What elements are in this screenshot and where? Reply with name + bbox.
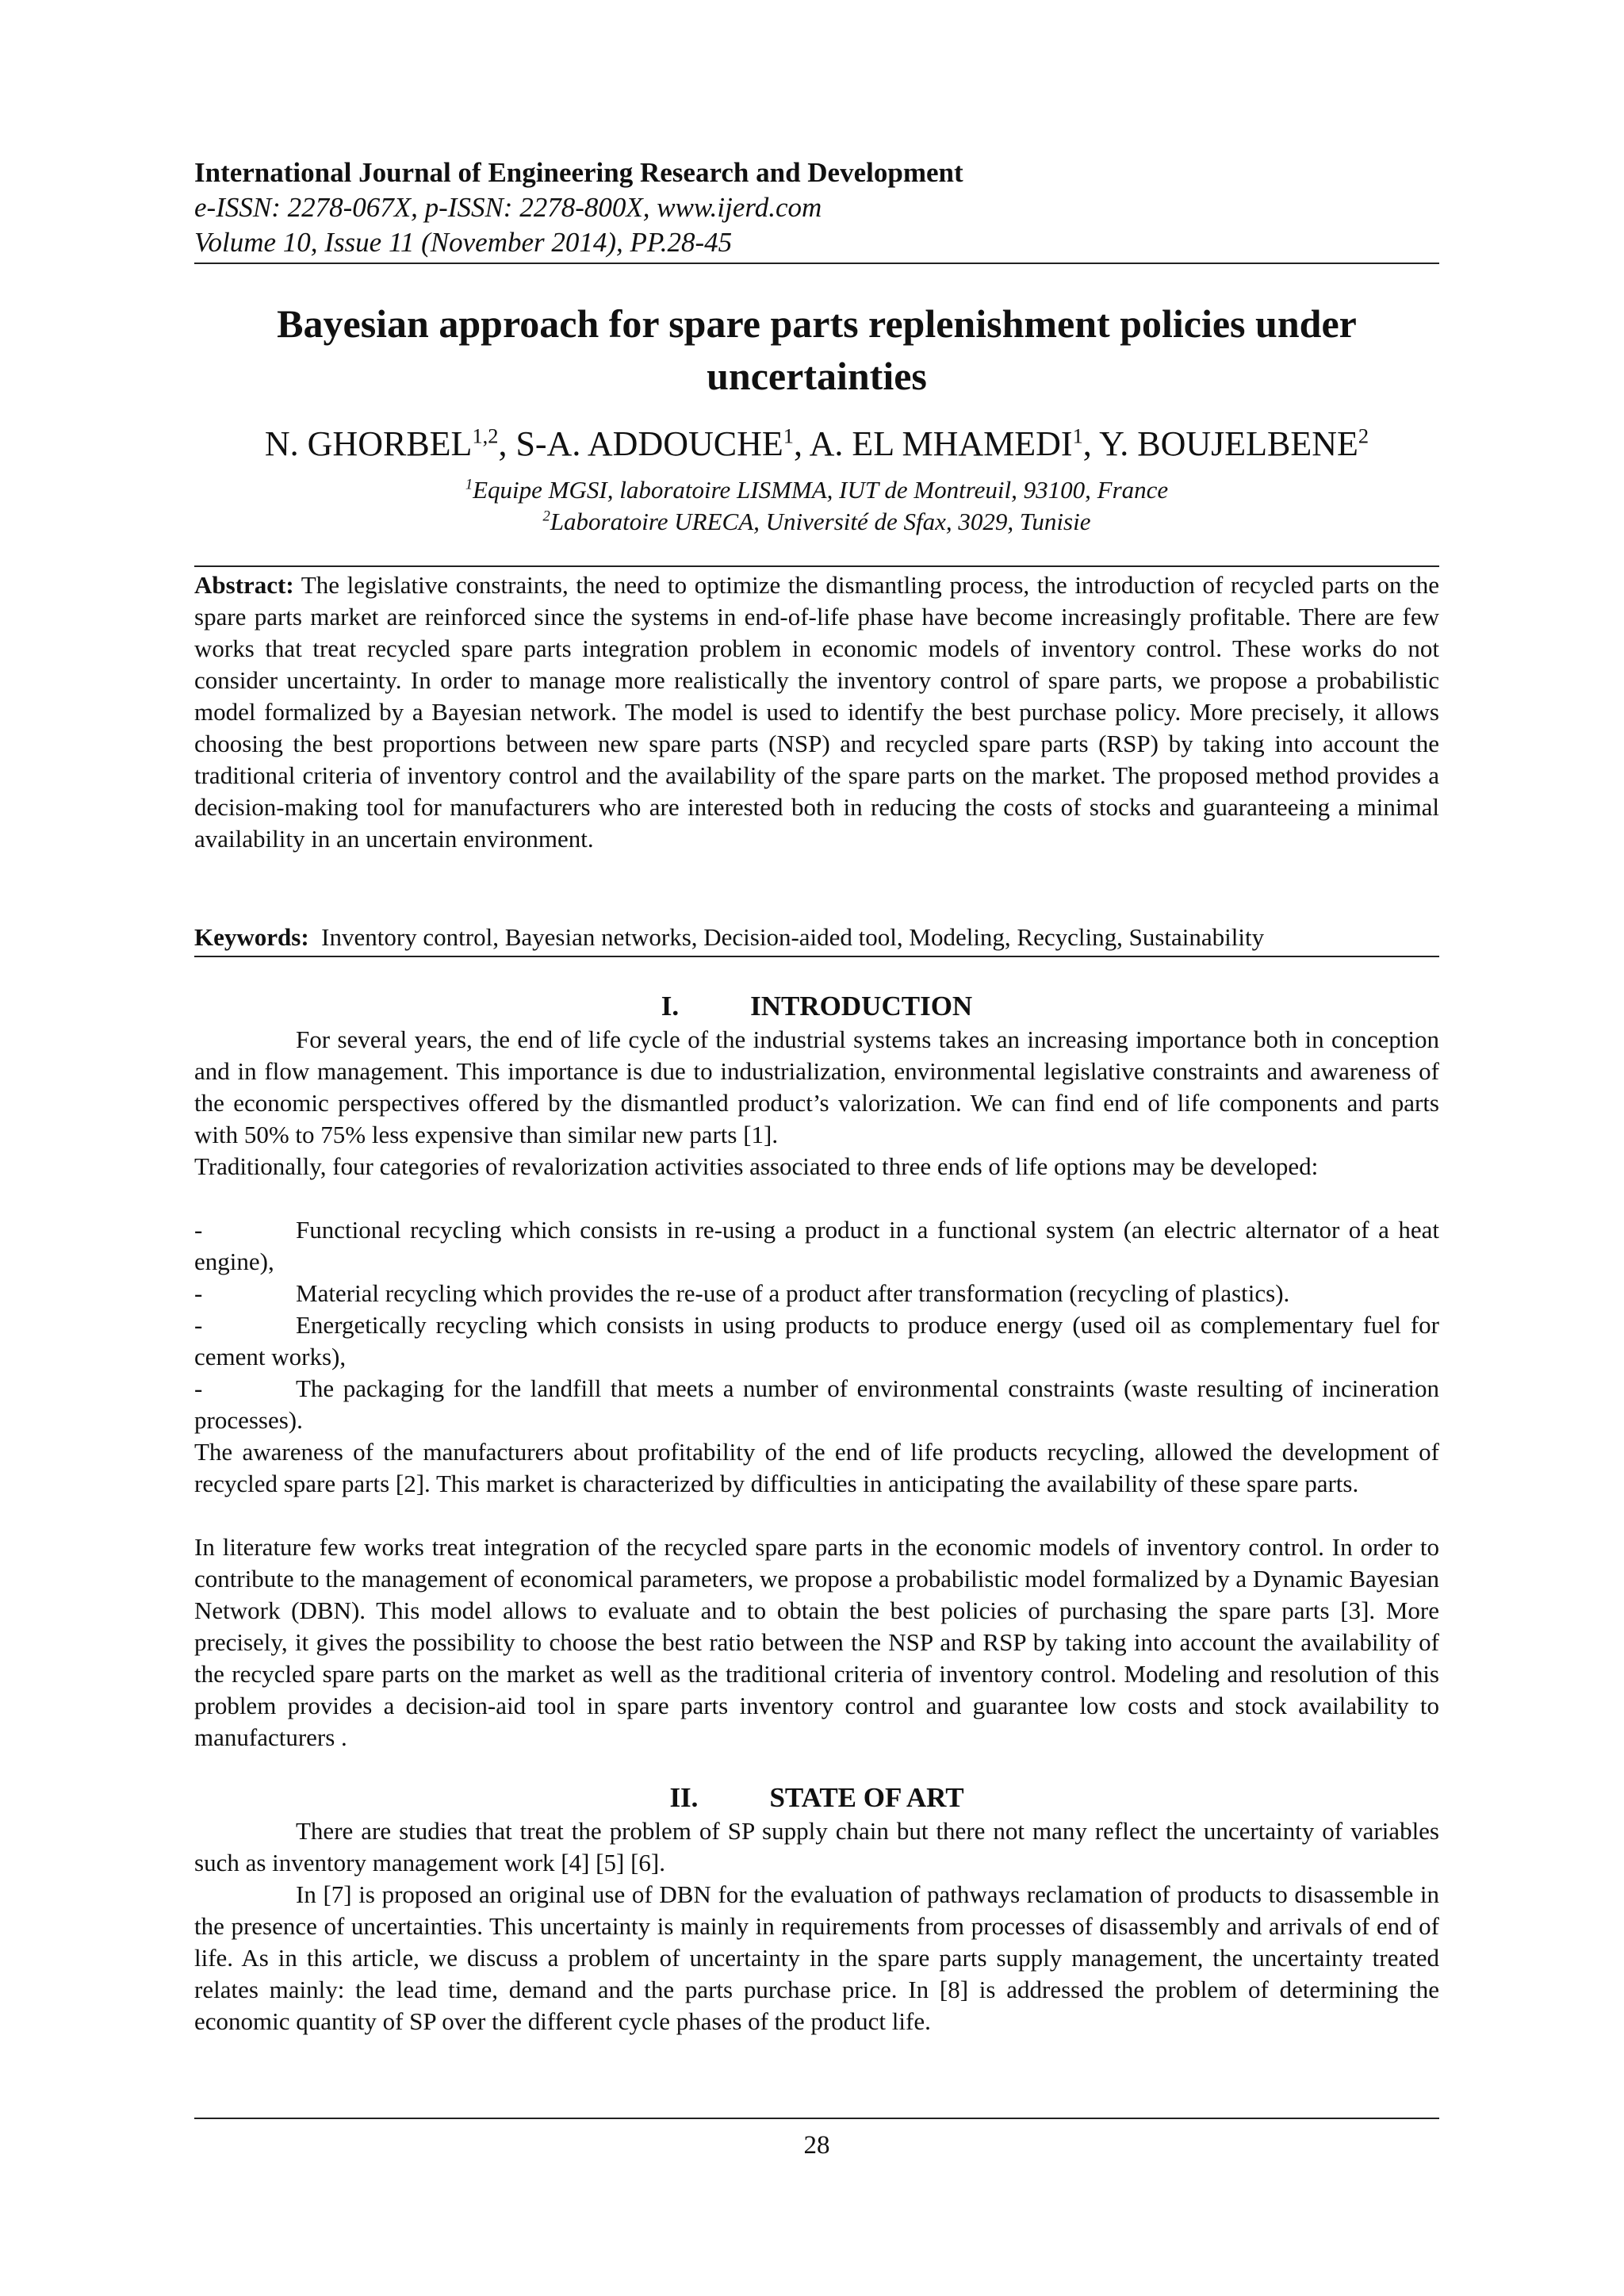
abstract-text: The legislative constraints, the need to optimize the dismantling process, the introduction of recycled parts on the spare parts market are reinforced since the systems in end-of-life phase have become increasingly profitable. There are few works that treat recycled spare parts integration problem in economic models of inventory control. These works do not consider uncertainty. In order to manage more realistically the inventory control of spare parts, we propose a probabilistic model formalized by a Bayesian network. The model is used to identify the best purchase policy. More precisely, it allows choosing the best proportions between new spare parts (NSP) and recycled spare parts (RSP) by taking into account the traditional criteria of inventory control and the availability of the spare parts on the market. The proposed method provides a decision-making tool for manufacturers who are interested both in reducing the costs of stocks and guaranteeing a minimal availability in an uncertain environment. [194,571,1439,853]
journal-issn: e-ISSN: 2278-067X, p-ISSN: 2278-800X, www.ijerd.com [194,192,822,223]
section-number: II. [669,1782,699,1813]
author-list: N. GHORBEL$^{1,2}$, S-A. ADDOUCHE$^1$, A. EL MHAMEDI$^1$, Y. BOUJELBENE$^2$ [264,424,1369,463]
affiliation-mark: 2 [542,508,550,525]
list-item: - Energetically recycling which consists in using products to produce energy (used oil as complementary fuel for cement works), [194,1309,1439,1373]
footer-rule [194,2118,1439,2119]
section-title: INTRODUCTION [750,991,973,1022]
paragraph: For several years, the end of life cycle of the industrial systems takes an increasing importance both in conception and in flow management. This importance is due to industrialization, environmental legislative constraints and awareness of the economic perspectives offered by the dismantled product’s valorization. We can find end of life components and parts with 50% to 75% less expensive than similar new parts [1]. [194,1025,1439,1148]
section-title: STATE OF ART [769,1782,964,1813]
affiliation-mark: 1 [465,476,473,493]
author-affiliation-mark: 1,2 [472,424,499,448]
list-item: - Functional recycling which consists in re-using a product in a functional system (an electric alternator of a heat engine), [194,1214,1439,1278]
author-name: A. EL MHAMEDI [809,424,1073,463]
paragraph: The awareness of the manufacturers about profitability of the end of life products recycling, allowed the development of recycled spare parts [2]. This market is characterized by difficulties in anticipating the availability of these spare parts. [194,1438,1439,1497]
affiliation-line [194,474,1439,506]
paragraph: In literature few works treat integration of the recycled spare parts in the economic models of inventory control. In order to contribute to the management of economical parameters, we propose a probabilistic model formalized by a Dynamic Bayesian Network (DBN). This model allows to evaluate and to obtain the best policies of purchasing the spare parts [3]. More precisely, it gives the possibility to choose the best ratio between the NSP and RSP by taking into account the availability of the recycled spare parts on the market as well as the traditional criteria of inventory control. Modeling and resolution of this problem provides a decision-aid tool in spare parts inventory control and guarantee low costs and stock availability to manufacturers . [194,1533,1439,1751]
author-name: N. GHORBEL [264,424,473,463]
affiliation-line [194,506,1439,538]
header-rule [194,263,1439,264]
affiliation-text: Laboratoire URECA, Université de Sfax, 3029, Tunisie [550,508,1091,535]
abstract-label: Abstract: [194,571,294,599]
abstract-top-rule [194,565,1439,567]
author-affiliation-mark: 2 [1358,424,1369,448]
list-item-text: Functional recycling which consists in re-using a product in a functional system (an electric alternator of a heat engine), [194,1216,1439,1275]
author-affiliation-mark: 1 [1072,424,1083,448]
keywords-text: Inventory control, Bayesian networks, Decision-aided tool, Modeling, Recycling, Sustainability [321,923,1265,951]
paragraph: There are studies that treat the problem of SP supply chain but there not many reflect the uncertainty of variables such as inventory management work [4] [5] [6]. [194,1817,1439,1876]
journal-volume: Volume 10, Issue 11 (November 2014), PP.28-45 [194,227,733,258]
section-heading-introduction [194,989,1439,1024]
abstract [194,569,1439,855]
section-number: I. [661,991,680,1022]
list-item-text: Material recycling which provides the re-use of a product after transformation (recycling of plastics). [296,1279,1290,1307]
journal-name: International Journal of Engineering Research and Development [194,157,963,188]
list-item-text: The packaging for the landfill that meets a number of environmental constraints (waste resulting of incineration processes). [194,1374,1439,1434]
list-item: - Material recycling which provides the re-use of a product after transformation (recycling of plastics). [194,1278,1439,1309]
paragraph: In [7] is proposed an original use of DBN for the evaluation of pathways reclamation of products to disassemble in the presence of uncertainties. This uncertainty is mainly in requirements from processes of disassembly and arrivals of end of life. As in this article, we discuss a problem of uncertainty in the spare parts supply management, the uncertainty treated relates mainly: the lead time, demand and the parts purchase price. In [8] is addressed the problem of determining the economic quantity of SP over the different cycle phases of the product life. [194,1880,1439,2035]
page-number: 28 [803,2131,830,2160]
author-name: Y. BOUJELBENE [1099,424,1358,463]
section-heading-state-of-art [194,1780,1439,1815]
paragraph: Traditionally, four categories of revalorization activities associated to three ends of life options may be developed: [194,1152,1319,1180]
author-affiliation-mark: 1 [783,424,794,448]
list-item-text: Energetically recycling which consists in using products to produce energy (used oil as complementary fuel for cement works), [194,1311,1439,1370]
keywords [194,922,1439,953]
affiliation-text: Equipe MGSI, laboratoire LISMMA, IUT de Montreuil, 93100, France [473,476,1169,504]
author-name: S-A. ADDOUCHE [515,424,783,463]
list-item: - The packaging for the landfill that meets a number of environmental constraints (waste resulting of incineration processes). [194,1373,1439,1436]
keywords-rule [194,956,1439,957]
keywords-label: Keywords: [194,923,309,951]
paper-title: Bayesian approach for spare parts replenishment policies under uncertainties [277,301,1357,398]
